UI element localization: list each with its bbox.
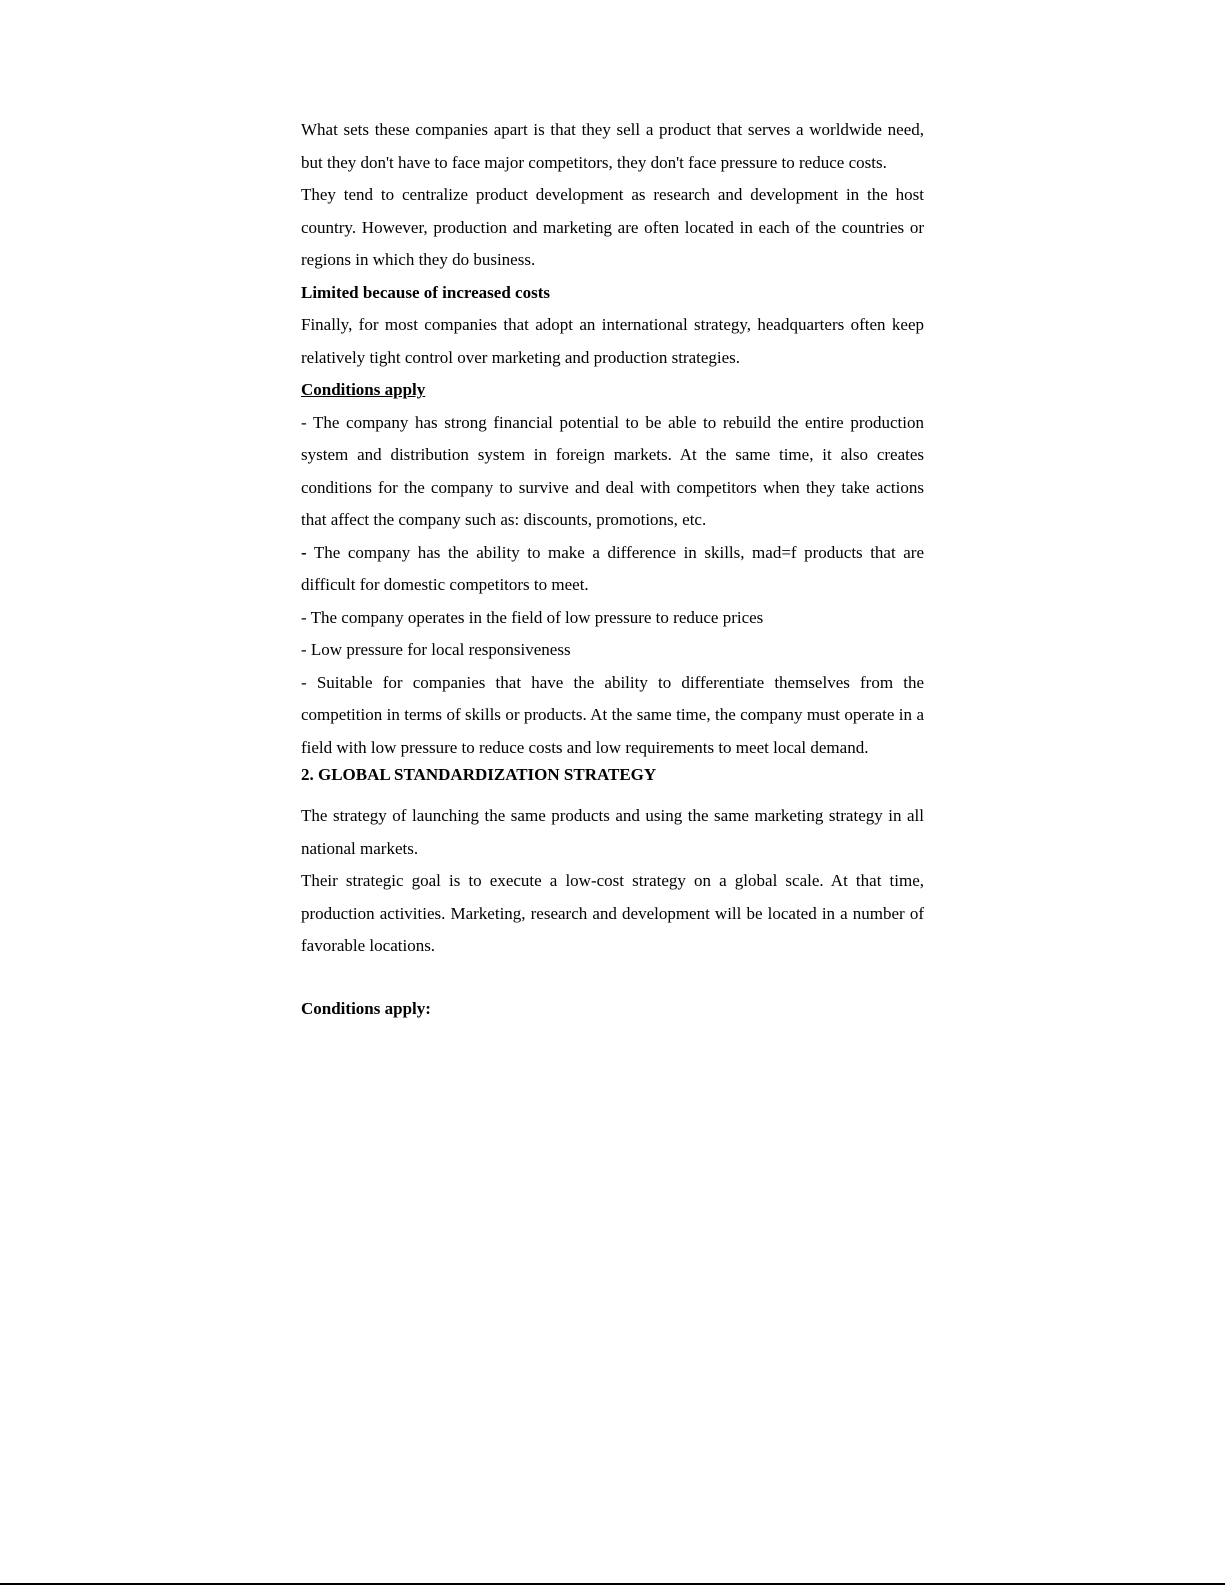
bullet-difference-skills xyxy=(301,537,924,602)
document-body xyxy=(301,114,924,1025)
heading-conditions-apply-text: Conditions apply xyxy=(301,380,426,399)
bullet-low-price-pressure: - The company operates in the field of low pressure to reduce prices xyxy=(301,607,764,627)
paragraph-headquarters-control: Finally, for most companies that adopt an international strategy, headquarters often keep relatively tight control over marketing and production strategies. xyxy=(301,315,924,367)
paragraph-centralize-development: They tend to centralize product development as research and development in the host country. However, production and marketing are often located in each of the countries or regions in which they do business. xyxy=(301,185,924,269)
paragraph-companies-apart: What sets these companies apart is that they sell a product that serves a worldwide need, but they don't have to face major competitors, they don't face pressure to reduce costs. xyxy=(301,120,924,172)
bullet-financial-potential: - The company has strong financial potential to be able to rebuild the entire production system and distribution system in foreign markets. At the same time, it also creates conditions for the company to survive and deal with competitors when they take actions that affect the company such as: discounts, promotions, etc. xyxy=(301,412,924,529)
heading-conditions-apply xyxy=(301,374,924,407)
heading-conditions-apply-2: Conditions apply: xyxy=(301,998,431,1018)
heading-limited-costs: Limited because of increased costs xyxy=(301,282,550,302)
heading-global-standardization: 2. GLOBAL STANDARDIZATION STRATEGY xyxy=(301,765,657,784)
paragraph-same-products: The strategy of launching the same products and using the same marketing strategy in all national markets. xyxy=(301,806,924,858)
bullet-dash: - xyxy=(301,542,307,562)
bullet-difference-skills-text: The company has the ability to make a difference in skills, mad=f products that are difficult for domestic competitors to meet. xyxy=(301,542,924,594)
paragraph-spacer xyxy=(301,963,924,993)
paragraph-low-cost-goal: Their strategic goal is to execute a low-cost strategy on a global scale. At that time, production activities. Marketing, research and development will be located in a number of favorable locations. xyxy=(301,871,924,955)
bullet-differentiate: - Suitable for companies that have the ability to differentiate themselves from the competition in terms of skills or products. At the same time, the company must operate in a field with low pressure to reduce costs and low requirements to meet local demand. xyxy=(301,672,924,757)
bullet-local-responsiveness: - Low pressure for local responsiveness xyxy=(301,640,571,659)
